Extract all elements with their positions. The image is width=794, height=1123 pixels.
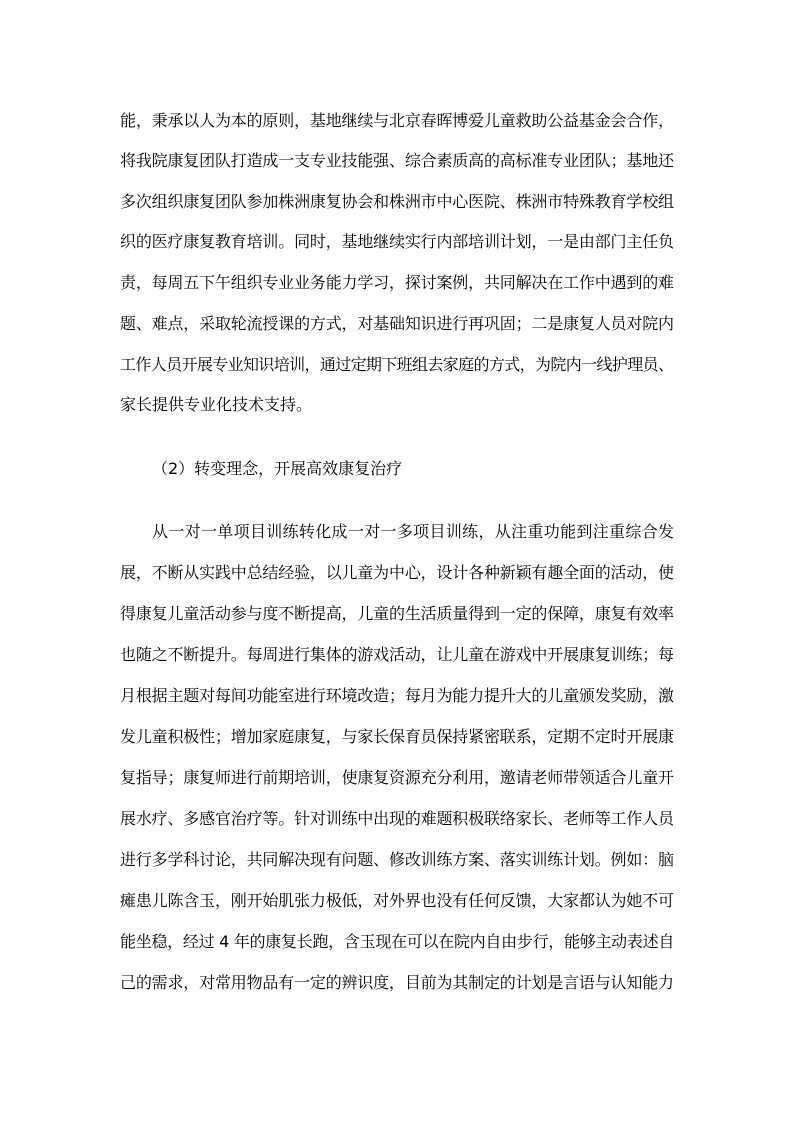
paragraph-2-line: 发儿童积极性；增加家庭康复，与家长保育员保持紧密联系，定期不定时开展康 [120,727,674,746]
paragraph-1-line: 工作人员开展专业知识培训，通过定期下班组去家庭的方式，为院内一线护理员、 [120,355,674,374]
paragraph-2-line: 瘫患儿陈含玉，刚开始肌张力极低，对外界也没有任何反馈，大家都认为她不可 [120,891,674,910]
paragraph-1-line: 题、难点，采取轮流授课的方式，对基础知识进行再巩固；二是康复人员对院内 [120,314,674,333]
paragraph-2-line: 从一对一单项目训练转化成一对一多项目训练，从注重功能到注重综合发 [152,522,675,541]
paragraph-1-line: 能，秉承以人为本的原则，基地继续与北京春晖博爱儿童救助公益基金会合作， [120,111,674,130]
paragraph-2-line: 复指导；康复师进行前期培训，使康复资源充分利用，邀请老师带领适合儿童开 [120,768,674,787]
paragraph-1-line: 将我院康复团队打造成一支专业技能强、综合素质高的高标准专业团队；基地还 [120,151,674,170]
paragraph-1-line: 多次组织康复团队参加株洲康复协会和株洲市中心医院、株洲市特殊教育学校组 [120,192,674,211]
paragraph-2-line: 也随之不断提升。每周进行集体的游戏活动，让儿童在游戏中开展康复训练；每 [120,645,674,664]
paragraph-2-line: 进行多学科讨论，共同解决现有问题、修改训练方案、落实训练计划。例如：脑 [120,850,674,869]
paragraph-2-line: 展水疗、多感官治疗等。针对训练中出现的难题积极联络家长、老师等工作人员 [120,809,674,828]
paragraph-1-line: 责，每周五下午组织专业业务能力学习，探讨案例，共同解决在工作中遇到的难 [120,273,674,292]
paragraph-2-line: 能坐稳，经过 4 年的康复长跑，含玉现在可以在院内自由步行，能够主动表述自 [120,932,675,951]
paragraph-2-line: 月根据主题对每间功能室进行环境改造；每月为能力提升大的儿童颁发奖励，激 [120,686,674,705]
section-heading: （2）转变理念，开展高效康复治疗 [152,459,403,478]
paragraph-1-line: 家长提供专业化技术支持。 [120,395,313,414]
paragraph-2-line: 展，不断从实践中总结经验，以儿童为中心，设计各种新颖有趣全面的活动，使 [120,563,674,582]
paragraph-1-line: 织的医疗康复教育培训。同时，基地继续实行内部培训计划，一是由部门主任负 [120,232,674,251]
paragraph-2-line: 得康复儿童活动参与度不断提高，儿童的生活质量得到一定的保障，康复有效率 [120,604,674,623]
paragraph-2-line: 己的需求，对常用物品有一定的辨识度，目前为其制定的计划是言语与认知能力 [120,973,674,992]
